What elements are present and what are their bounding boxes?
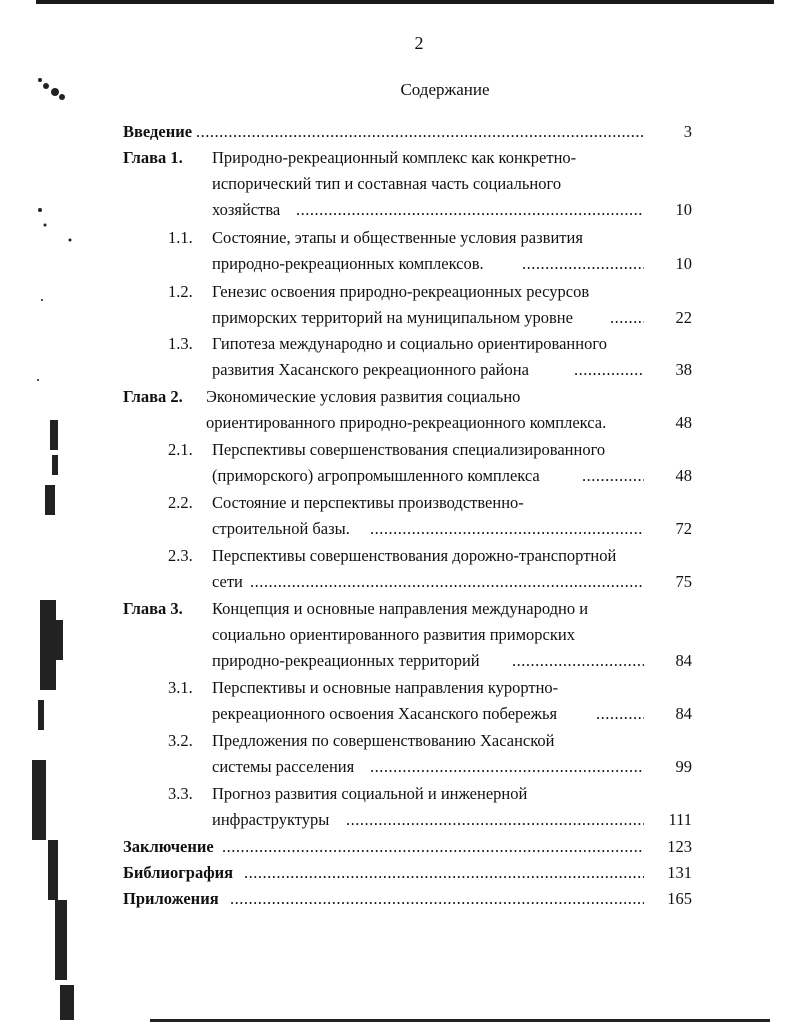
toc-entry-chapter-3 xyxy=(0,596,794,622)
toc-entry-label: Заключение xyxy=(123,837,214,856)
toc-entry-page: 10 xyxy=(675,254,692,273)
toc-entry-bibliography xyxy=(0,860,794,886)
toc-entry-text: природно-рекреационных территорий xyxy=(212,651,480,670)
toc-entry-label: Глава 3. xyxy=(123,599,183,618)
leader-dots xyxy=(296,197,644,223)
toc-entry-label: Библиография xyxy=(123,863,234,882)
leader-dots xyxy=(196,119,644,145)
toc-entry-label: 2.2. xyxy=(168,493,193,512)
toc-title: Содержание xyxy=(400,80,490,99)
leader-dots xyxy=(230,886,644,912)
toc-entry-section-2-2 xyxy=(0,490,794,516)
toc-entry-section-3-2 xyxy=(0,728,794,754)
toc-entry-page: 48 xyxy=(675,466,692,485)
leader-dots xyxy=(346,807,644,833)
toc-entry-text: Экономические условия развития социально xyxy=(206,387,521,406)
toc-entry-line xyxy=(0,357,794,383)
scan-bottom-border xyxy=(150,1019,770,1022)
toc-entry-page: 99 xyxy=(675,757,692,776)
leader-dots xyxy=(370,754,644,780)
toc-entry-line xyxy=(0,251,794,277)
leader-dots xyxy=(574,357,644,383)
toc-entry-text: социально ориентированного развития приморских xyxy=(212,625,575,644)
toc-entry-section-3-3 xyxy=(0,781,794,807)
toc-entry-text: Предложения по совершенствованию Хасанской xyxy=(212,731,555,750)
leader-dots xyxy=(244,860,644,886)
toc-entry-text: (приморского) агропромышленного комплекса xyxy=(212,466,540,485)
toc-entry-text: испорический тип и составная часть социального xyxy=(212,174,562,193)
leader-dots xyxy=(370,516,644,542)
toc-entry-label: 1.2. xyxy=(168,282,193,301)
toc-entry-page: 75 xyxy=(675,572,692,591)
toc-entry-text: Состояние, этапы и общественные условия развития xyxy=(212,228,583,247)
leader-dots xyxy=(222,834,644,860)
toc-entry-text: Генезис освоения природно-рекреационных ресурсов xyxy=(212,282,590,301)
leader-dots xyxy=(522,251,644,277)
toc-entry-page: 111 xyxy=(668,810,692,829)
toc-entry-text: Перспективы совершенствования дорожно-транспортной xyxy=(212,546,617,565)
toc-entry-appendices xyxy=(0,886,794,912)
toc-entry-line xyxy=(0,305,794,331)
toc-entry-line xyxy=(0,754,794,780)
toc-entry-line xyxy=(0,807,794,833)
toc-entry-conclusion xyxy=(0,834,794,860)
toc-entry-page: 123 xyxy=(667,837,692,856)
leader-dots xyxy=(582,463,644,489)
page-number: 2 xyxy=(414,33,424,53)
toc-entry-text: Состояние и перспективы производственно- xyxy=(212,493,524,512)
toc-entry-section-1-2 xyxy=(0,279,794,305)
leader-dots xyxy=(250,569,644,595)
toc-entry-text: сети xyxy=(212,572,243,591)
toc-entry-section-1-3 xyxy=(0,331,794,357)
toc-entry-label: 2.1. xyxy=(168,440,193,459)
toc-entry-section-1-1 xyxy=(0,225,794,251)
leader-dots xyxy=(512,648,644,674)
toc-entry-chapter-2 xyxy=(0,384,794,410)
toc-entry-text: рекреационного освоения Хасанского побережья xyxy=(212,704,558,723)
toc-entry-text: природно-рекреационных комплексов. xyxy=(212,254,484,273)
toc-entry-text: Перспективы и основные направления курортно- xyxy=(212,678,559,697)
toc-entry-page: 72 xyxy=(675,519,692,538)
toc-entry-label: 3.1. xyxy=(168,678,193,697)
toc-entry-label: Приложения xyxy=(123,889,219,908)
toc-entry-page: 84 xyxy=(675,651,692,670)
toc-entry-page: 165 xyxy=(667,889,692,908)
toc-entry-section-3-1 xyxy=(0,675,794,701)
leader-dots xyxy=(596,701,644,727)
toc-entry-text: Концепция и основные направления международно и xyxy=(212,599,589,618)
toc-entry-page: 3 xyxy=(683,122,692,141)
toc-entry-label: 3.3. xyxy=(168,784,193,803)
toc-entry-text: ориентированного природно-рекреационного комплекса. xyxy=(206,413,607,432)
toc-entry-intro xyxy=(0,119,794,145)
toc-entry-page: 84 xyxy=(675,704,692,723)
toc-entry-line xyxy=(0,622,794,648)
toc-entry-section-2-1 xyxy=(0,437,794,463)
toc-entry-page: 22 xyxy=(675,308,692,327)
toc-entry-label: 3.2. xyxy=(168,731,193,750)
toc-entry-page: 131 xyxy=(667,863,692,882)
toc-entry-text: инфраструктуры xyxy=(212,810,330,829)
toc-entry-text: приморских территорий на муниципальном уровне xyxy=(212,308,573,327)
toc-entry-line xyxy=(0,410,794,436)
toc-entry-line xyxy=(0,648,794,674)
scan-top-border xyxy=(36,0,774,4)
toc-entry-line xyxy=(0,197,794,223)
toc-entry-label: Глава 1. xyxy=(123,148,183,167)
toc-entry-label: 1.1. xyxy=(168,228,193,247)
leader-dots xyxy=(610,305,644,331)
toc-entry-page: 38 xyxy=(675,360,692,379)
toc-entry-label: Глава 2. xyxy=(123,387,183,406)
toc-entry-line xyxy=(0,171,794,197)
toc-entry-text: Гипотеза международно и социально ориентированного xyxy=(212,334,607,353)
toc-entry-text: Природно-рекреационный комплекс как конкретно- xyxy=(212,148,577,167)
toc-entry-page: 48 xyxy=(675,413,692,432)
toc-entry-text: Прогноз развития социальной и инженерной xyxy=(212,784,528,803)
toc-entry-text: хозяйства xyxy=(212,200,281,219)
toc-entry-line xyxy=(0,463,794,489)
toc-entry-chapter-1 xyxy=(0,145,794,171)
toc-entry-label: 2.3. xyxy=(168,546,193,565)
toc-entry-label: Введение xyxy=(123,122,193,141)
toc-entry-line xyxy=(0,701,794,727)
toc-entry-text: системы расселения xyxy=(212,757,355,776)
toc-entry-line xyxy=(0,516,794,542)
toc-entry-text: Перспективы совершенствования специализированного xyxy=(212,440,606,459)
toc-entry-text: строительной базы. xyxy=(212,519,350,538)
toc-entry-label: 1.3. xyxy=(168,334,193,353)
toc-entry-page: 10 xyxy=(675,200,692,219)
toc-entry-line xyxy=(0,569,794,595)
toc-entry-text: развития Хасанского рекреационного района xyxy=(212,360,529,379)
toc-entry-section-2-3 xyxy=(0,543,794,569)
